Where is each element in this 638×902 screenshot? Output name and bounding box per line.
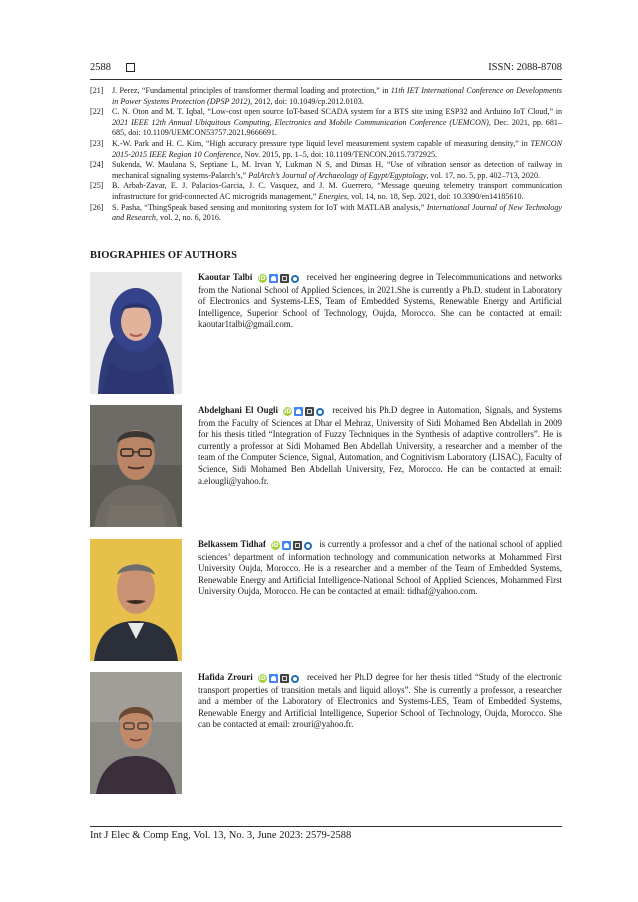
author-photo [90, 539, 182, 661]
square-bullet-icon [126, 63, 135, 72]
header-rule [90, 79, 562, 80]
reference-number: [24] [90, 160, 104, 170]
author-photo [90, 405, 182, 527]
author-photo [90, 272, 182, 394]
reference-number: [21] [90, 86, 104, 95]
running-header [90, 62, 562, 76]
author-bio [198, 272, 562, 331]
reference-text: Sukenda, W. Maulana S, Septiane L, M. Irvan Y, Lukman N S, and Dimas H, “Use of vibration sensor as detection of railway in mechanical signaling systems-Palarch’s,” PalArch’s Journal of Archaeology of Egypt/Egyptology, vol. 17, no. 5, pp. 402–713, 2020. [112, 160, 562, 180]
google-scholar-icon[interactable] [269, 274, 278, 283]
author-name: Belkassem Tidhaf [198, 539, 266, 549]
scopus-icon[interactable] [305, 407, 314, 416]
google-scholar-icon[interactable] [269, 674, 278, 683]
scopus-icon[interactable] [293, 541, 302, 550]
author-name: Kaoutar Talbi [198, 272, 253, 282]
author-bio-text: received her Ph.D degree for her thesis titled “Study of the electronic transport properties of transition metals and liquid alloys”. She is currently a professor, a researcher and a member of the Laboratory of Electronics and Systems-LES, Team of Embedded Systems, Renewable Energy and Artificial Intelligence, Superior School of Technology, Oujda, Morocco. She can be contacted at email: zrouri@yahoo.fr. [198, 672, 563, 730]
reference-number: [25] [90, 181, 104, 191]
reference-number: [26] [90, 202, 104, 212]
author-bio [198, 539, 562, 598]
google-scholar-icon[interactable] [282, 541, 291, 550]
reference-number: [22] [90, 107, 104, 117]
author-name: Abdelghani El Ougli [198, 405, 278, 415]
profile-icons [258, 273, 301, 285]
publons-icon[interactable] [304, 542, 312, 550]
publons-icon[interactable] [316, 408, 324, 416]
orcid-icon[interactable]: iD [284, 408, 292, 416]
reference-text: K.-W. Park and H. C. Kim, “High accuracy pressure type liquid level measurement system capable of measuring density,” in TENCON 2015-2015 IEEE Region 10 Conference, Nov. 2015, pp. 1–5, doi: 10.1109/TENCON.2015.7372925. [112, 138, 562, 159]
profile-icons [283, 406, 326, 418]
scopus-icon[interactable] [280, 274, 289, 283]
orcid-icon[interactable]: iD [258, 275, 266, 283]
reference-item [90, 86, 562, 107]
reference-text: B. Arbab-Zavar, E. J. Palacios-Garcia, J. C. Vasquez, and J. M. Guerrero, “Message queuing telemetry transport communication infrastructure for grid-connected AC microgrids management,” Energies, vol. 14, no. 18, Sep. 2021, doi: 10.3390/en14185610. [112, 181, 562, 201]
publons-icon[interactable] [291, 675, 299, 683]
author-bio-text: received his Ph.D degree in Automation, Signals, and Systems from the Faculty of Sciences at Dhar el Mehraz, University of Sidi Mohamed Ben Abdellah in 2009 for his thesis titled “Integration of Fuzzy Techniques in the Synthesis of adaptive controllers”. He is currently a professor at Sidi Mohamed Ben Abdellah University, a researcher and a member of the team of the Computer Science, Signal, Automation, and Cognitivism Laboratory (LISAC), Faculty of Science, Sidi Mohamed Ben Abdellah University, Fez, Morocco. He can be contacted at email: a.elougli@yahoo.fr. [198, 405, 563, 486]
author-bio [198, 405, 562, 487]
reference-text: J. Perez, “Fundamental principles of transformer thermal loading and protection,” in 11th IET International Conference on Developments in Power Systems Protection (DPSP 2012), 2012, doi: 10.1049/cp.2012.0103. [112, 86, 562, 106]
author-name: Hafida Zrouri [198, 672, 253, 682]
reference-text: S. Pasha, “ThingSpeak based sensing and monitoring system for IoT with MATLAB analysis,” International Journal of New Technology and Research, vol. 2, no. 6, 2016. [112, 202, 562, 223]
profile-icons [258, 673, 301, 685]
footer-rule [90, 826, 562, 827]
biographies-heading: BIOGRAPHIES OF AUTHORS [90, 250, 238, 261]
publons-icon[interactable] [291, 275, 299, 283]
reference-number: [23] [90, 138, 104, 148]
reference-list [90, 86, 562, 224]
scopus-icon[interactable] [280, 674, 289, 683]
author-photo [90, 672, 182, 794]
page-number: 2588 [90, 62, 111, 73]
orcid-icon[interactable]: iD [271, 542, 279, 550]
google-scholar-icon[interactable] [294, 407, 303, 416]
orcid-icon[interactable]: iD [258, 675, 266, 683]
profile-icons [271, 540, 314, 552]
running-footer: Int J Elec & Comp Eng, Vol. 13, No. 3, June 2023: 2579-2588 [90, 830, 352, 841]
author-bio-text: received her engineering degree in Telecommunications and networks from the National School of Applied Sciences, in 2021.She is currently a Ph.D. student in Laboratory of Electronics and Systems-LES, Team of Embedded Systems, Renewable Energy and Artificial Intelligence, Superior School of Technology, Oujda, Morocco. She can be contacted at email: kaoutar1talbi@gmail.com. [198, 272, 562, 330]
reference-item [90, 181, 562, 202]
reference-item [90, 203, 562, 224]
reference-item [90, 107, 562, 139]
reference-item [90, 160, 562, 181]
author-bio-text: is currently a professor and a chef of the national school of applied sciences’ department of information technology and communication networks at Mohammed First University Oujda, Morocco. He is a researcher and a member of the Team of Embedded Systems, Renewable Energy and Artificial Intelligence-National School of Applied Sciences, Mohammed First University Oujda, Morocco. He can be contacted at email: tidhaf@yahoo.com. [198, 539, 562, 597]
author-bio [198, 672, 562, 731]
issn: ISSN: 2088-8708 [488, 62, 562, 73]
reference-text: C. N. Oton and M. T. Iqbal, “Low-cost open source IoT-based SCADA system for a BTS site using ESP32 and Arduino IoT Cloud,” in 2021 IEEE 12th Annual Ubiquitous Computing, Electronics and Mobile Communication Conference (UEMCON), Dec. 2021, pp. 681–685, doi: 10.1109/UEMCON53757.2021.9666691. [112, 107, 562, 138]
reference-item [90, 139, 562, 160]
